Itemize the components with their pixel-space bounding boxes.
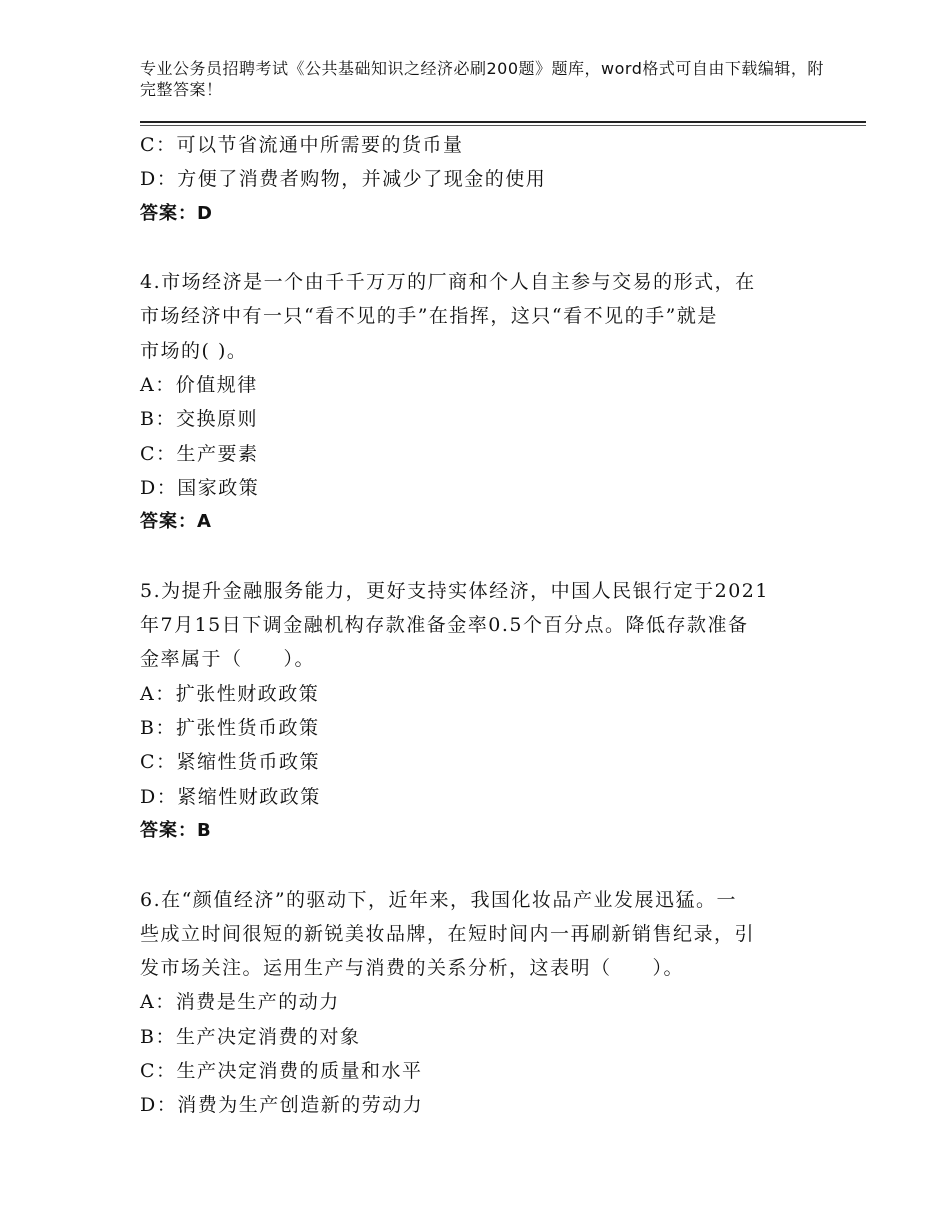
- question-6: [140, 883, 804, 1123]
- document-header: 专业公务员招聘考试《公共基础知识之经济必刷200题》题库，word格式可自由下载编辑，附完整答案！: [140, 59, 824, 99]
- header-divider-thick: [140, 121, 866, 123]
- question-content: [140, 128, 804, 1123]
- option-b: B：生产决定消费的对象: [140, 1025, 361, 1048]
- option-c: C：紧缩性货币政策: [140, 751, 321, 774]
- header-divider-thin: [140, 125, 866, 126]
- question-stem-line: 6.在“颜值经济”的驱动下，近年来，我国化妆品产业发展迅猛。一: [140, 888, 738, 911]
- question-stem-line: 市场的( )。: [140, 339, 248, 362]
- question-stem-line: 金率属于（ ）。: [140, 648, 316, 671]
- spacer: [140, 231, 804, 265]
- answer-line: 答案：A: [140, 511, 212, 533]
- question-stem-line: 4.市场经济是一个由千千万万的厂商和个人自主参与交易的形式，在: [140, 271, 756, 294]
- option-b: B：交换原则: [140, 408, 258, 431]
- option-b: B：扩张性货币政策: [140, 717, 320, 740]
- question-5: [140, 574, 804, 848]
- option-c: C：生产决定消费的质量和水平: [140, 1060, 423, 1083]
- question-4: [140, 265, 804, 539]
- option-c: C：可以节省流通中所需要的货币量: [140, 134, 464, 156]
- option-c: C：生产要素: [140, 442, 259, 465]
- option-d: D：方便了消费者购物，并减少了现金的使用: [140, 168, 547, 191]
- spacer: [140, 848, 804, 882]
- option-a: A：价值规律: [140, 374, 258, 397]
- question-stem-line: 年7月15日下调金融机构存款准备金率0.5个百分点。降低存款准备: [140, 614, 749, 637]
- option-d: D：紧缩性财政政策: [140, 785, 321, 808]
- question-stem-line: 些成立时间很短的新锐美妆品牌，在短时间内一再刷新销售纪录，引: [140, 922, 756, 945]
- option-d: D：国家政策: [140, 476, 260, 499]
- answer-line: 答案：D: [140, 202, 213, 224]
- option-a: A：消费是生产的动力: [140, 991, 340, 1014]
- previous-question-tail: [140, 128, 804, 231]
- spacer: [140, 540, 804, 574]
- option-a: A：扩张性财政政策: [140, 682, 320, 705]
- answer-line: 答案：B: [140, 819, 212, 841]
- question-stem-line: 发市场关注。运用生产与消费的关系分析，这表明（ ）。: [140, 957, 685, 980]
- option-d: D：消费为生产创造新的劳动力: [140, 1094, 424, 1117]
- question-stem-line: 5.为提升金融服务能力，更好支持实体经济，中国人民银行定于2021: [140, 579, 769, 602]
- question-stem-line: 市场经济中有一只“看不见的手”在指挥，这只“看不见的手”就是: [140, 305, 718, 328]
